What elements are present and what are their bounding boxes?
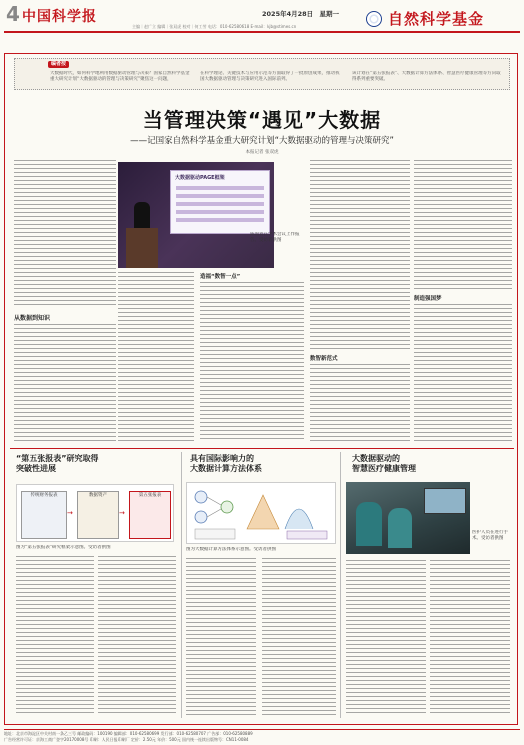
headline-subtitle: ——记国家自然科学基金重大研究计划“大数据驱动的管理与决策研究” — [130, 136, 394, 146]
diagram-arrow-1: → — [67, 509, 73, 517]
editor-note-col1: 大数据时代，如何科学地利用数据驱动管理与决策？国家自然科学基金重大研究计划“大数据驱动的管理与决策研究”聚焦这一问题， — [50, 71, 190, 82]
column-name: 自然科学基金 — [388, 10, 485, 28]
subhead-4: 制造强国梦 — [414, 296, 442, 302]
editor-note-col3: 该计划在“第五张报表”、大数据计算方法体系、智慧医疗健康管理等方向取得系列重要突破。 — [352, 71, 501, 82]
section2-figure-art — [187, 483, 335, 543]
diagram-label-1: 传统财务报表 — [30, 493, 58, 498]
paper-name: 中国科学报 — [22, 9, 97, 25]
section2-title — [190, 454, 262, 474]
subhead-1: 从数据到知识 — [14, 315, 51, 322]
section-vline-2 — [340, 452, 341, 718]
section2-title-line1: 具有国际影响力的 — [190, 454, 254, 463]
body-col1-bottom — [14, 324, 116, 442]
section2-text-b — [262, 558, 336, 716]
section1-title-line1: “第五张报表”研究取得 — [16, 454, 99, 463]
body-col3-lower — [200, 282, 304, 442]
footer-line1: 地址：北京市海淀区中关村南一条乙三号 邮政编码：100190 编辑部：010-62580699 发行部：010-62580707 广告部：010-62580889 — [4, 731, 253, 736]
page-number: 4 — [6, 2, 20, 26]
masthead-rule — [4, 31, 520, 33]
section3-title-line2: 智慧医疗健康管理 — [352, 464, 416, 473]
section1-title-line2: 突破性进展 — [16, 464, 56, 473]
diagram-label-3: 第五张报表 — [138, 493, 162, 498]
photo-lecture-caption: 陈国青在学术会议上作报告。受访者供图 — [250, 232, 300, 243]
date-text: 2025年4月28日 — [262, 10, 314, 18]
footer-rule — [4, 729, 520, 730]
diagram-label-2: 数据资产 — [89, 493, 107, 498]
body-col1-top — [14, 160, 116, 308]
section3-text-b — [430, 560, 510, 716]
surgeon-2 — [388, 508, 412, 548]
body-col2-lower — [118, 272, 194, 442]
section1-text-b — [98, 556, 176, 716]
subhead-2: 造福“数智一点” — [200, 274, 241, 280]
surgery-monitor — [424, 488, 466, 514]
screen-title: 大数据驱动PAGE框架 — [175, 175, 225, 181]
masthead-date — [262, 9, 339, 18]
section2-caption: 图为大数据计算方法体系示意图。受访者供图 — [186, 547, 276, 552]
section1-text-a — [16, 556, 94, 716]
editor-credits: 主编｜赵广立 编辑｜张双虎 校对｜何工劳 电话：010-62580618 E-mail：kjb@stimes.cn — [132, 24, 297, 29]
section1-caption: 图为“第五张报表”研究框架示意图。受访者供图 — [16, 545, 111, 550]
body-col5 — [414, 160, 512, 290]
diagram-box-right — [129, 491, 171, 539]
section3-title — [352, 454, 416, 474]
subhead-3: 数智新范式 — [310, 356, 338, 362]
editor-note-col2: 在科学理论、关键技术与应用示范等方面取得了一批原创成果，推动我国大数据驱动管理与决策研究进入国际前列。 — [200, 71, 340, 82]
flow-nodes — [195, 491, 233, 523]
body-col5-bottom — [414, 304, 512, 442]
presentation-screen — [170, 170, 270, 234]
body-col4-bottom — [310, 364, 410, 442]
footer-line2: 广告经营许可证：京海工商广登字20170008号 印刷：人民日报印刷厂 定价：2.50元 年价：500元 国内统一连续出版物号：CN11-0084 — [4, 737, 249, 742]
section1-title — [16, 454, 99, 474]
weekday-text: 星期一 — [319, 10, 339, 18]
diagram-box-left — [21, 491, 67, 539]
section-divider — [10, 448, 514, 449]
editor-note-label: 编者按 — [48, 61, 69, 68]
section3-title-line1: 大数据驱动的 — [352, 454, 400, 463]
diagram-arrow-2: → — [119, 509, 125, 517]
podium — [126, 228, 158, 268]
section1-diagram — [16, 484, 174, 542]
section3-caption: 医护人员在进行手术。受访者供图 — [472, 530, 508, 541]
section2-title-line2: 大数据计算方法体系 — [190, 464, 262, 473]
body-col4 — [310, 160, 410, 350]
section3-text-a — [346, 560, 426, 716]
byline: 本报记者 张双虎 — [245, 150, 279, 155]
screen-bars — [176, 186, 264, 222]
diagram-box-mid — [77, 491, 119, 539]
headline-title: 当管理决策“遇见”大数据 — [142, 108, 382, 132]
surgeon-1 — [356, 502, 382, 546]
section-vline-1 — [181, 452, 182, 718]
section2-text-a — [186, 558, 256, 716]
photo-surgery — [346, 482, 470, 554]
nsfc-logo — [366, 11, 382, 27]
section2-figure — [186, 482, 336, 544]
